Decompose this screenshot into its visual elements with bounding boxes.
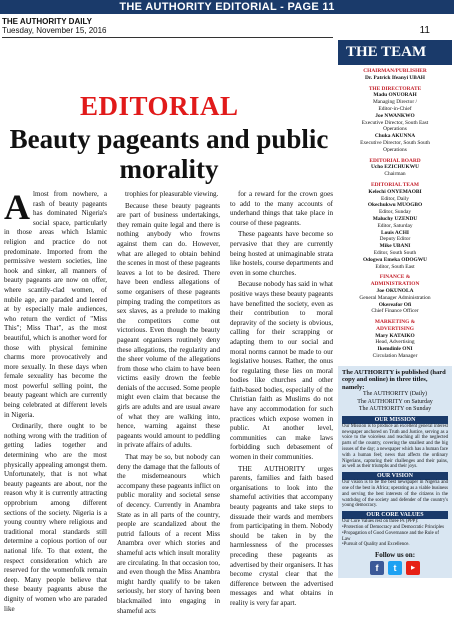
masthead-line: Head, Advertising (375, 339, 415, 346)
masthead-line: Joe NWANKWO (375, 112, 415, 119)
article-column-2 (117, 190, 220, 618)
masthead-line: Managing Director / (372, 99, 417, 106)
values-list (342, 525, 448, 548)
masthead-line: Chuka AKUNNA (374, 133, 416, 140)
paper-date: Tuesday, November 15, 2016 (2, 26, 107, 35)
publication-titles (342, 391, 448, 414)
youtube-icon[interactable]: ▶ (406, 561, 420, 575)
masthead-line: Maluchy UZENDU (372, 215, 418, 222)
vision-title: OUR VISION (342, 472, 448, 480)
team-title: THE TEAM (338, 40, 452, 65)
publication-box (338, 366, 452, 578)
masthead-line: Circulation Manager (372, 353, 418, 360)
masthead-line: General Manager Administration (359, 294, 431, 301)
masthead-line: Operations (383, 126, 407, 133)
values-title: OUR CORE VALUES (342, 511, 448, 519)
masthead-line: MARKETING & (374, 319, 416, 326)
masthead-line: Dr. Patrick Ifeanyi UBAH (365, 74, 425, 81)
masthead-line: Editor, South South (373, 249, 417, 256)
paragraph: Almost from nowhere, a rash of beauty pageants has dominated Nigeria's social space, particularly in those areas which Islamic religion and practice do not predominate. Imported from the permissive western societies, line hook and sinker, all manners of beauty pageants are now on offer, where scantily-clad women, of nubile age, are paraded and leered at by especially male audiences, who return the verdict of "Miss This"; Miss That", as the most beautiful, which is another word for those with physical feminine charms more provocatively and more sexually. In these days when female sexuality has become the most powerful selling point, the beauty pageant which are currently being celebrated at different levels in Nigeria. (4, 187, 107, 419)
masthead-line: Odogwu Emeka ODOGWU (362, 256, 428, 263)
masthead-line: Editor, Saturday (377, 222, 413, 229)
masthead-line: Louis ACHI (380, 229, 409, 236)
paragraph: Because these beauty pageants are part of business undertakings, they remain quite legal and there is nothing anybody who frowns against them can do. However, what are alleged to obtain behind the scenes in most of these pageants leaves a lot to be desired. There have been endless allegations of some organisers of these pageants pimping trading the competitors as sex slaves, as a prelude to making the competitors come out victorious. Even though the beauty pageant organisers routinely deny these allegations, the regularity and the sheer volume of the allegations from those who claim to have been victims easily drown the feeble denials of the accused. Some people might even claim that because the girls are adults and are usual aware of what they are walking into, hence, warning against these pageants would amount to peddling in private affairs of adults. (117, 201, 220, 450)
header-rule (2, 37, 333, 38)
drop-cap: A (4, 187, 30, 227)
mission-title: OUR MISSION (342, 416, 448, 424)
masthead-line: THE DIRECTORATE (368, 85, 422, 92)
masthead-line: Editor, Sunday (378, 209, 412, 216)
publication-intro: The AUTHORITY is published (hard copy and online) in three titles, namely: (342, 368, 446, 391)
masthead-line: Operations (383, 146, 407, 153)
masthead-line: Mary KATAIKO (375, 332, 415, 339)
headline: Beauty pageants and public morality (9, 124, 329, 184)
follow-label: Follow us on: (374, 551, 416, 560)
facebook-icon[interactable]: f (370, 561, 384, 575)
masthead-line: ADVERTISING (376, 325, 414, 332)
masthead-line: Executive Director, South South (360, 139, 430, 146)
article-column-3 (230, 190, 333, 611)
value-item: •Propagation of Good Governance and the Rule of Law (342, 530, 439, 542)
masthead-line: Chief Finance Officer (371, 308, 419, 315)
publication-title: The AUTHORITY (Daily) (362, 391, 428, 398)
masthead-line: Deputy Editor (379, 236, 411, 243)
masthead-line: Okereafor Ofi (378, 301, 412, 308)
masthead-line: Editor-in-Chief (378, 105, 412, 112)
paragraph: THE AUTHORITY urges parents, families and faith based organisations to look into the shameful activities that accompany beauty pageants and take steps to dissuade their wards and members from participating in them. Nobody should be taken in by the harmlessness of the processes preceding these pageants as advertised by their organisers. It has become crystal clear that the difference between the advertised messages and what obtains in reality is very far apart. (230, 464, 333, 607)
paper-header (2, 17, 452, 35)
masthead-line: Chairman (384, 171, 406, 178)
vision-text: Our vision is to be the best newspaper in Nigeria and one of the best in Africa; operating as a viable business and serving the best interests of the citizens in the watchdog of the society and defender of the country's young democracy. (342, 480, 448, 509)
mission-text: Our Mission is to produce an excellent general interest newspaper anchored on Truth and Justice, serving as a voice to the voiceless and reaching all the neglected parts of the country, covering the smallest and the big issues of the day; a newspaper which has a human face with a human feel; news that affects the ordinary Nigerians, capturing their challenges and their pains, as well as their triumphs and their joys. (342, 423, 448, 470)
masthead-line: Mike UBANI (379, 243, 411, 250)
masthead-line: Executive Director, South East (361, 119, 429, 126)
page-number: 11 (419, 25, 430, 36)
sidebar (338, 40, 452, 640)
masthead-line: Ucho EZICHUKWU (370, 164, 420, 171)
paragraph: Because nobody has said in what positive ways these beauty pageants have benefitted the society, even as their contribution to moral depravity of the society is obvious, calling for their scrapping or adapting them to our social and moral norms cannot be made to our legislative houses. Rather, the onus for regulating these lies on moral bodies like churches and other faith-based bodies, especially of the Christian faith as Muslims do not have any accommodation for such practices which expose women in public. At another level, communities can make laws forbidding such debasement of women in their communities. (230, 280, 333, 462)
value-item: •Pursuit of Quality and Excellence. (342, 542, 410, 548)
paragraph: trophies for pleasurable viewing. (125, 190, 219, 198)
paragraph: These pageants have become so pervasive that they are currently being hosted at unimaginable strata like hostels, course departments and even in some churches. (230, 230, 333, 277)
masthead-line: FINANCE & (379, 274, 411, 281)
masthead-line: ADMINISTRATION (370, 281, 420, 288)
top-banner: THE AUTHORITY EDITORIAL - PAGE 11 (0, 0, 454, 14)
social-icons (342, 561, 448, 575)
paper-name: THE AUTHORITY DAILY (2, 17, 92, 26)
masthead-line: EDITORIAL TEAM (371, 181, 419, 188)
section-title: EDITORIAL (80, 91, 239, 121)
article-column-1 (4, 187, 107, 616)
masthead-line: Editor, South East (375, 263, 415, 270)
paragraph: for a reward for the crown goes to add to the many accounts of underhand things that take place in course of these pageants. (230, 190, 333, 227)
masthead-line: Editor, Daily (381, 195, 409, 202)
masthead-line: Ikemdinle ONI (377, 346, 413, 353)
masthead-line: Madu ONUORAH (373, 92, 417, 99)
twitter-icon[interactable]: t (388, 561, 402, 575)
publication-title: The AUTHORITY on Saturday (357, 398, 433, 405)
paragraph: Ordinarily, there ought to be nothing wrong with the tradition of getting ladies together and determining who are the most physically appealing amongst them. Unfortunately, that is not what beauty pageants are about, nor the reason why it is currently attracting opprobrium among different sections of the society. Nigeria is a young country where religious and traditional moral standards still determine a copious portion of our national life. To that extent, the respect consideration which are reserved for the womenfolk remain deep. Many people believe that these beauty pageants abuse the dignity of women who are paraded like (4, 422, 107, 613)
masthead-line: Kelechi ONYEMAOBI (368, 188, 422, 195)
masthead-line: CHAIRMAN/PUBLISHER (363, 68, 427, 74)
values-intro: Our Core Values rest on three Ps (PPP): (342, 519, 419, 525)
value-item: •Protection of Democracy and Democratic Principles (342, 525, 444, 531)
masthead-line: Joe OKUNOLA (376, 287, 414, 294)
masthead (338, 68, 452, 360)
paragraph: That may be so, but nobody can deny the damage that the fallouts of the misdemeanours which accompany these pageants inflict on public morality and societal sense of decency. Currently in Anambra State as in all parts of the country, people are scandalized about the putrid fallouts of a recent Miss Anambra over which stories and shameful acts which insult morality are circulating. In that occasion too, and even though the Miss Anambra might hardly qualify to be taken seriously, her story of having been blackmailed into engaging in shameful acts (117, 453, 220, 615)
masthead-line: Okechukwu MUOGBO (367, 202, 423, 209)
masthead-line: EDITORIAL BOARD (369, 157, 421, 164)
publication-title: The AUTHORITY on Sunday (358, 406, 432, 413)
